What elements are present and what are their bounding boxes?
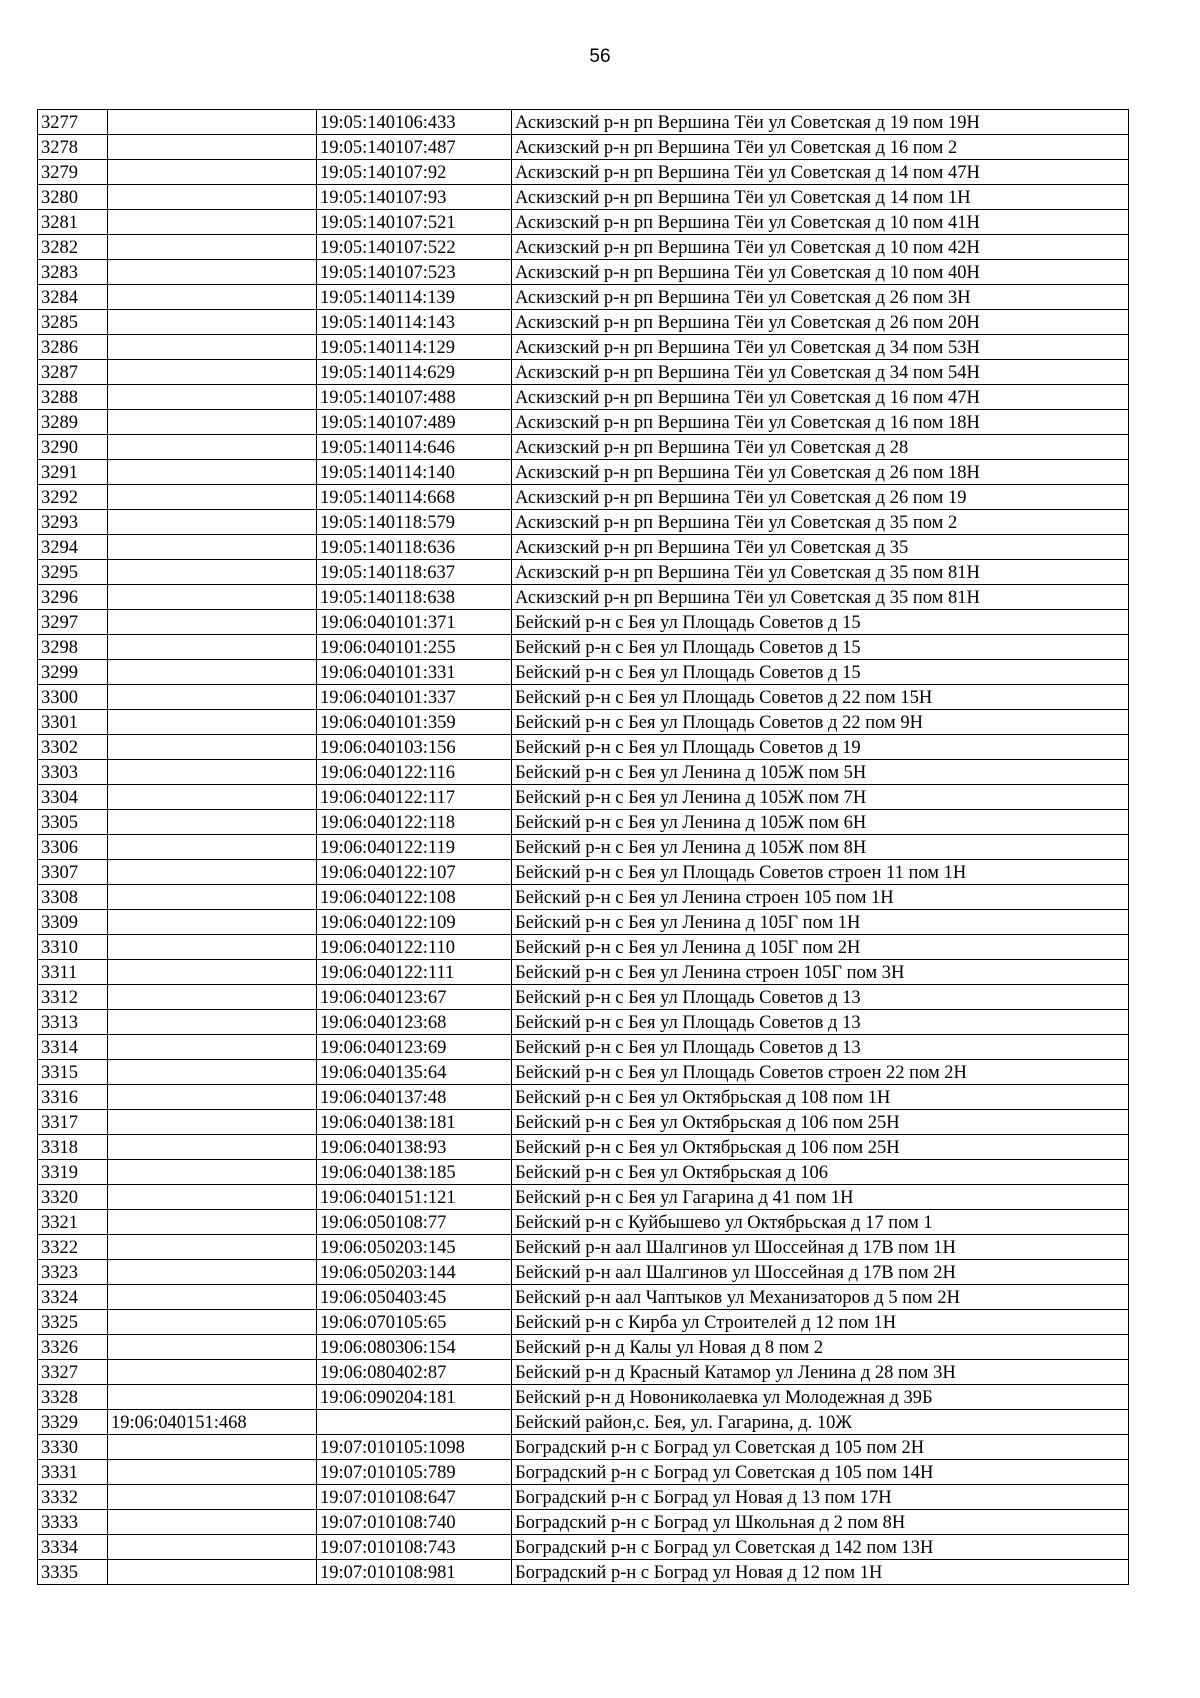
table-row <box>38 1085 1129 1110</box>
table-row <box>38 210 1129 235</box>
address-cell: Бейский р-н с Бея ул Гагарина д 41 пом 1Н <box>512 1185 1129 1210</box>
cadastral-number-cell <box>108 1185 317 1210</box>
cadastral-number-cell <box>108 535 317 560</box>
cadastral-number-cell <box>108 1435 317 1460</box>
cadastral-number-cell <box>108 685 317 710</box>
cadastral-number-alt-cell: 19:06:050203:145 <box>317 1235 512 1260</box>
cadastral-number-alt-cell: 19:05:140114:129 <box>317 335 512 360</box>
cadastral-number-cell <box>108 1510 317 1535</box>
table-row <box>38 885 1129 910</box>
cadastral-number-alt-cell: 19:06:040101:337 <box>317 685 512 710</box>
cadastral-number-cell <box>108 1560 317 1585</box>
cadastral-number-cell <box>108 1360 317 1385</box>
table-row <box>38 835 1129 860</box>
row-number-cell: 3277 <box>38 110 108 135</box>
cadastral-number-alt-cell: 19:06:040122:116 <box>317 760 512 785</box>
cadastral-number-cell <box>108 1385 317 1410</box>
table-row <box>38 1010 1129 1035</box>
cadastral-number-alt-cell: 19:05:140107:93 <box>317 185 512 210</box>
cadastral-number-cell <box>108 1260 317 1285</box>
row-number-cell: 3321 <box>38 1210 108 1235</box>
row-number-cell: 3317 <box>38 1110 108 1135</box>
cadastral-number-alt-cell: 19:06:050203:144 <box>317 1260 512 1285</box>
row-number-cell: 3299 <box>38 660 108 685</box>
table-row <box>38 560 1129 585</box>
cadastral-number-cell <box>108 335 317 360</box>
address-cell: Аскизский р-н рп Вершина Тёи ул Советская д 28 <box>512 435 1129 460</box>
table-row <box>38 1535 1129 1560</box>
address-cell: Боградский р-н с Боград ул Советская д 105 пом 2Н <box>512 1435 1129 1460</box>
cadastral-number-alt-cell: 19:05:140107:488 <box>317 385 512 410</box>
cadastral-number-alt-cell: 19:06:040123:68 <box>317 1010 512 1035</box>
cadastral-number-cell <box>108 935 317 960</box>
table-row <box>38 760 1129 785</box>
cadastral-number-cell <box>108 235 317 260</box>
address-cell: Аскизский р-н рп Вершина Тёи ул Советская д 35 <box>512 535 1129 560</box>
cadastral-number-cell <box>108 785 317 810</box>
cadastral-number-cell <box>108 410 317 435</box>
address-cell: Аскизский р-н рп Вершина Тёи ул Советская д 35 пом 2 <box>512 510 1129 535</box>
address-cell: Бейский р-н с Бея ул Октябрьская д 106 пом 25Н <box>512 1135 1129 1160</box>
address-cell: Аскизский р-н рп Вершина Тёи ул Советская д 14 пом 1Н <box>512 185 1129 210</box>
row-number-cell: 3297 <box>38 610 108 635</box>
row-number-cell: 3328 <box>38 1385 108 1410</box>
address-cell: Аскизский р-н рп Вершина Тёи ул Советская д 34 пом 54Н <box>512 360 1129 385</box>
table-row <box>38 610 1129 635</box>
cadastral-number-cell <box>108 760 317 785</box>
row-number-cell: 3293 <box>38 510 108 535</box>
address-cell: Боградский р-н с Боград ул Советская д 142 пом 13Н <box>512 1535 1129 1560</box>
table-row <box>38 360 1129 385</box>
table-row <box>38 785 1129 810</box>
cadastral-number-alt-cell: 19:06:040122:108 <box>317 885 512 910</box>
cadastral-number-alt-cell: 19:06:040138:93 <box>317 1135 512 1160</box>
table-row <box>38 660 1129 685</box>
cadastral-number-cell <box>108 985 317 1010</box>
row-number-cell: 3289 <box>38 410 108 435</box>
cadastral-number-cell <box>108 285 317 310</box>
row-number-cell: 3294 <box>38 535 108 560</box>
table-row <box>38 460 1129 485</box>
cadastral-number-cell <box>108 585 317 610</box>
row-number-cell: 3305 <box>38 810 108 835</box>
address-cell: Бейский р-н с Бея ул Площадь Советов д 22 пом 15Н <box>512 685 1129 710</box>
row-number-cell: 3318 <box>38 1135 108 1160</box>
table-row <box>38 1135 1129 1160</box>
cadastral-number-alt-cell: 19:05:140107:523 <box>317 260 512 285</box>
cadastral-number-alt-cell: 19:07:010108:981 <box>317 1560 512 1585</box>
address-cell: Бейский р-н с Куйбышево ул Октябрьская д 17 пом 1 <box>512 1210 1129 1235</box>
address-cell: Бейский р-н с Бея ул Площадь Советов д 15 <box>512 635 1129 660</box>
row-number-cell: 3332 <box>38 1485 108 1510</box>
cadastral-number-alt-cell: 19:06:080402:87 <box>317 1360 512 1385</box>
row-number-cell: 3307 <box>38 860 108 885</box>
table-row <box>38 285 1129 310</box>
row-number-cell: 3320 <box>38 1185 108 1210</box>
cadastral-number-alt-cell: 19:05:140114:629 <box>317 360 512 385</box>
table-row <box>38 1185 1129 1210</box>
table-row <box>38 1035 1129 1060</box>
row-number-cell: 3302 <box>38 735 108 760</box>
table-row <box>38 1060 1129 1085</box>
row-number-cell: 3324 <box>38 1285 108 1310</box>
property-registry-table <box>37 109 1129 1585</box>
table-row <box>38 435 1129 460</box>
cadastral-number-alt-cell: 19:06:040122:110 <box>317 935 512 960</box>
address-cell: Бейский р-н с Бея ул Площадь Советов д 13 <box>512 1010 1129 1035</box>
cadastral-number-alt-cell <box>317 1410 512 1435</box>
cadastral-number-cell <box>108 960 317 985</box>
page-number: 56 <box>589 46 611 67</box>
address-cell: Бейский р-н с Бея ул Площадь Советов д 19 <box>512 735 1129 760</box>
row-number-cell: 3296 <box>38 585 108 610</box>
address-cell: Бейский р-н с Бея ул Ленина д 105Г пом 1Н <box>512 910 1129 935</box>
cadastral-number-cell <box>108 610 317 635</box>
cadastral-number-alt-cell: 19:06:040135:64 <box>317 1060 512 1085</box>
row-number-cell: 3287 <box>38 360 108 385</box>
row-number-cell: 3315 <box>38 1060 108 1085</box>
table-row <box>38 1235 1129 1260</box>
address-cell: Аскизский р-н рп Вершина Тёи ул Советская д 10 пом 41Н <box>512 210 1129 235</box>
row-number-cell: 3303 <box>38 760 108 785</box>
table-row <box>38 1360 1129 1385</box>
cadastral-number-cell <box>108 160 317 185</box>
table-row <box>38 135 1129 160</box>
address-cell: Бейский р-н аал Шалгинов ул Шоссейная д 17В пом 2Н <box>512 1260 1129 1285</box>
cadastral-number-alt-cell: 19:07:010105:1098 <box>317 1435 512 1460</box>
cadastral-number-alt-cell: 19:05:140114:139 <box>317 285 512 310</box>
cadastral-number-cell <box>108 860 317 885</box>
row-number-cell: 3314 <box>38 1035 108 1060</box>
address-cell: Бейский район,с. Бея, ул. Гагарина, д. 10Ж <box>512 1410 1129 1435</box>
row-number-cell: 3331 <box>38 1460 108 1485</box>
row-number-cell: 3316 <box>38 1085 108 1110</box>
cadastral-number-alt-cell: 19:05:140114:646 <box>317 435 512 460</box>
cadastral-number-alt-cell: 19:06:050403:45 <box>317 1285 512 1310</box>
cadastral-number-cell <box>108 385 317 410</box>
table-row <box>38 1560 1129 1585</box>
table-row <box>38 635 1129 660</box>
address-cell: Бейский р-н с Бея ул Ленина д 105Ж пом 6Н <box>512 810 1129 835</box>
cadastral-number-alt-cell: 19:05:140118:579 <box>317 510 512 535</box>
row-number-cell: 3312 <box>38 985 108 1010</box>
row-number-cell: 3333 <box>38 1510 108 1535</box>
table-row <box>38 985 1129 1010</box>
table-row <box>38 535 1129 560</box>
address-cell: Бейский р-н аал Шалгинов ул Шоссейная д 17В пом 1Н <box>512 1235 1129 1260</box>
address-cell: Бейский р-н с Бея ул Октябрьская д 106 <box>512 1160 1129 1185</box>
cadastral-number-cell <box>108 1010 317 1035</box>
row-number-cell: 3325 <box>38 1310 108 1335</box>
cadastral-number-alt-cell: 19:05:140107:489 <box>317 410 512 435</box>
table-row <box>38 585 1129 610</box>
cadastral-number-cell <box>108 1035 317 1060</box>
table-row <box>38 685 1129 710</box>
table-row <box>38 1410 1129 1435</box>
table-row <box>38 1385 1129 1410</box>
row-number-cell: 3283 <box>38 260 108 285</box>
table-row <box>38 260 1129 285</box>
cadastral-number-cell <box>108 635 317 660</box>
cadastral-number-alt-cell: 19:05:140107:521 <box>317 210 512 235</box>
address-cell: Бейский р-н с Бея ул Площадь Советов д 13 <box>512 985 1129 1010</box>
cadastral-number-alt-cell: 19:05:140114:668 <box>317 485 512 510</box>
cadastral-number-alt-cell: 19:07:010108:743 <box>317 1535 512 1560</box>
address-cell: Аскизский р-н рп Вершина Тёи ул Советская д 10 пом 42Н <box>512 235 1129 260</box>
address-cell: Бейский р-н с Бея ул Октябрьская д 106 пом 25Н <box>512 1110 1129 1135</box>
cadastral-number-cell <box>108 1535 317 1560</box>
row-number-cell: 3300 <box>38 685 108 710</box>
row-number-cell: 3313 <box>38 1010 108 1035</box>
cadastral-number-cell <box>108 1310 317 1335</box>
cadastral-number-cell <box>108 1335 317 1360</box>
address-cell: Бейский р-н с Бея ул Площадь Советов д 15 <box>512 660 1129 685</box>
address-cell: Бейский р-н д Новониколаевка ул Молодежная д 39Б <box>512 1385 1129 1410</box>
cadastral-number-alt-cell: 19:07:010108:740 <box>317 1510 512 1535</box>
address-cell: Аскизский р-н рп Вершина Тёи ул Советская д 26 пом 19 <box>512 485 1129 510</box>
table-row <box>38 1510 1129 1535</box>
row-number-cell: 3329 <box>38 1410 108 1435</box>
address-cell: Аскизский р-н рп Вершина Тёи ул Советская д 35 пом 81Н <box>512 585 1129 610</box>
cadastral-number-alt-cell: 19:06:050108:77 <box>317 1210 512 1235</box>
table-row <box>38 385 1129 410</box>
address-cell: Бейский р-н д Красный Катамор ул Ленина д 28 пом 3Н <box>512 1360 1129 1385</box>
table-row <box>38 160 1129 185</box>
row-number-cell: 3280 <box>38 185 108 210</box>
table-row <box>38 935 1129 960</box>
row-number-cell: 3279 <box>38 160 108 185</box>
address-cell: Бейский р-н с Бея ул Октябрьская д 108 пом 1Н <box>512 1085 1129 1110</box>
row-number-cell: 3278 <box>38 135 108 160</box>
cadastral-number-alt-cell: 19:07:010108:647 <box>317 1485 512 1510</box>
table-row <box>38 235 1129 260</box>
row-number-cell: 3285 <box>38 310 108 335</box>
table-row <box>38 1435 1129 1460</box>
address-cell: Аскизский р-н рп Вершина Тёи ул Советская д 14 пом 47Н <box>512 160 1129 185</box>
table-row <box>38 1210 1129 1235</box>
cadastral-number-alt-cell: 19:06:040101:371 <box>317 610 512 635</box>
cadastral-number-alt-cell: 19:05:140118:636 <box>317 535 512 560</box>
address-cell: Бейский р-н с Бея ул Площадь Советов д 22 пом 9Н <box>512 710 1129 735</box>
table-row <box>38 810 1129 835</box>
row-number-cell: 3323 <box>38 1260 108 1285</box>
row-number-cell: 3308 <box>38 885 108 910</box>
cadastral-number-alt-cell: 19:06:040122:118 <box>317 810 512 835</box>
address-cell: Аскизский р-н рп Вершина Тёи ул Советская д 26 пом 18Н <box>512 460 1129 485</box>
cadastral-number-cell <box>108 460 317 485</box>
row-number-cell: 3326 <box>38 1335 108 1360</box>
cadastral-number-alt-cell: 19:06:040103:156 <box>317 735 512 760</box>
table-row <box>38 185 1129 210</box>
cadastral-number-alt-cell: 19:05:140114:143 <box>317 310 512 335</box>
cadastral-number-alt-cell: 19:06:040138:181 <box>317 1110 512 1135</box>
cadastral-number-alt-cell: 19:06:090204:181 <box>317 1385 512 1410</box>
table-row <box>38 1160 1129 1185</box>
table-row <box>38 960 1129 985</box>
table-row <box>38 860 1129 885</box>
cadastral-number-cell <box>108 360 317 385</box>
address-cell: Боградский р-н с Боград ул Новая д 12 пом 1Н <box>512 1560 1129 1585</box>
table-row <box>38 110 1129 135</box>
cadastral-number-cell: 19:06:040151:468 <box>108 1410 317 1435</box>
address-cell: Бейский р-н с Бея ул Ленина д 105Ж пом 7Н <box>512 785 1129 810</box>
row-number-cell: 3335 <box>38 1560 108 1585</box>
table-row <box>38 1260 1129 1285</box>
table-row <box>38 1110 1129 1135</box>
address-cell: Боградский р-н с Боград ул Советская д 105 пом 14Н <box>512 1460 1129 1485</box>
cadastral-number-cell <box>108 1485 317 1510</box>
cadastral-number-alt-cell: 19:06:040151:121 <box>317 1185 512 1210</box>
row-number-cell: 3290 <box>38 435 108 460</box>
cadastral-number-alt-cell: 19:06:080306:154 <box>317 1335 512 1360</box>
cadastral-number-cell <box>108 835 317 860</box>
address-cell: Аскизский р-н рп Вершина Тёи ул Советская д 34 пом 53Н <box>512 335 1129 360</box>
row-number-cell: 3291 <box>38 460 108 485</box>
table-row <box>38 510 1129 535</box>
row-number-cell: 3301 <box>38 710 108 735</box>
address-cell: Бейский р-н аал Чаптыков ул Механизаторов д 5 пом 2Н <box>512 1285 1129 1310</box>
row-number-cell: 3286 <box>38 335 108 360</box>
cadastral-number-cell <box>108 260 317 285</box>
address-cell: Бейский р-н с Бея ул Ленина д 105Г пом 2Н <box>512 935 1129 960</box>
row-number-cell: 3284 <box>38 285 108 310</box>
cadastral-number-cell <box>108 135 317 160</box>
cadastral-number-cell <box>108 1235 317 1260</box>
address-cell: Аскизский р-н рп Вершина Тёи ул Советская д 35 пом 81Н <box>512 560 1129 585</box>
cadastral-number-cell <box>108 885 317 910</box>
address-cell: Бейский р-н с Бея ул Ленина д 105Ж пом 8Н <box>512 835 1129 860</box>
table-row <box>38 485 1129 510</box>
address-cell: Аскизский р-н рп Вершина Тёи ул Советская д 19 пом 19Н <box>512 110 1129 135</box>
cadastral-number-cell <box>108 185 317 210</box>
table-row <box>38 1335 1129 1360</box>
row-number-cell: 3310 <box>38 935 108 960</box>
cadastral-number-alt-cell: 19:05:140107:487 <box>317 135 512 160</box>
cadastral-number-alt-cell: 19:06:040101:331 <box>317 660 512 685</box>
address-cell: Аскизский р-н рп Вершина Тёи ул Советская д 16 пом 2 <box>512 135 1129 160</box>
row-number-cell: 3322 <box>38 1235 108 1260</box>
row-number-cell: 3330 <box>38 1435 108 1460</box>
address-cell: Бейский р-н с Бея ул Площадь Советов строен 22 пом 2Н <box>512 1060 1129 1085</box>
registry-table-body <box>38 110 1129 1585</box>
cadastral-number-cell <box>108 210 317 235</box>
cadastral-number-alt-cell: 19:06:070105:65 <box>317 1310 512 1335</box>
cadastral-number-cell <box>108 1160 317 1185</box>
address-cell: Бейский р-н с Бея ул Площадь Советов д 15 <box>512 610 1129 635</box>
row-number-cell: 3288 <box>38 385 108 410</box>
table-row <box>38 1310 1129 1335</box>
address-cell: Бейский р-н с Бея ул Площадь Советов д 13 <box>512 1035 1129 1060</box>
cadastral-number-alt-cell: 19:06:040122:117 <box>317 785 512 810</box>
address-cell: Бейский р-н с Бея ул Ленина д 105Ж пом 5Н <box>512 760 1129 785</box>
table-row <box>38 335 1129 360</box>
row-number-cell: 3295 <box>38 560 108 585</box>
cadastral-number-alt-cell: 19:06:040137:48 <box>317 1085 512 1110</box>
row-number-cell: 3281 <box>38 210 108 235</box>
cadastral-number-alt-cell: 19:06:040122:109 <box>317 910 512 935</box>
cadastral-number-cell <box>108 910 317 935</box>
cadastral-number-cell <box>108 310 317 335</box>
cadastral-number-cell <box>108 560 317 585</box>
table-row <box>38 1285 1129 1310</box>
cadastral-number-cell <box>108 810 317 835</box>
cadastral-number-alt-cell: 19:05:140118:638 <box>317 585 512 610</box>
address-cell: Аскизский р-н рп Вершина Тёи ул Советская д 26 пом 20Н <box>512 310 1129 335</box>
cadastral-number-cell <box>108 1135 317 1160</box>
table-row <box>38 910 1129 935</box>
row-number-cell: 3304 <box>38 785 108 810</box>
row-number-cell: 3306 <box>38 835 108 860</box>
cadastral-number-cell <box>108 1285 317 1310</box>
address-cell: Бейский р-н с Бея ул Площадь Советов строен 11 пом 1Н <box>512 860 1129 885</box>
address-cell: Бейский р-н с Бея ул Ленина строен 105Г пом 3Н <box>512 960 1129 985</box>
row-number-cell: 3298 <box>38 635 108 660</box>
table-row <box>38 1460 1129 1485</box>
cadastral-number-cell <box>108 110 317 135</box>
cadastral-number-alt-cell: 19:05:140106:433 <box>317 110 512 135</box>
cadastral-number-alt-cell: 19:06:040101:255 <box>317 635 512 660</box>
row-number-cell: 3311 <box>38 960 108 985</box>
cadastral-number-alt-cell: 19:06:040138:185 <box>317 1160 512 1185</box>
table-row <box>38 710 1129 735</box>
cadastral-number-cell <box>108 1210 317 1235</box>
row-number-cell: 3292 <box>38 485 108 510</box>
table-row <box>38 1485 1129 1510</box>
row-number-cell: 3309 <box>38 910 108 935</box>
cadastral-number-alt-cell: 19:05:140118:637 <box>317 560 512 585</box>
cadastral-number-cell <box>108 510 317 535</box>
table-row <box>38 735 1129 760</box>
address-cell: Боградский р-н с Боград ул Новая д 13 пом 17Н <box>512 1485 1129 1510</box>
address-cell: Аскизский р-н рп Вершина Тёи ул Советская д 16 пом 18Н <box>512 410 1129 435</box>
cadastral-number-alt-cell: 19:06:040123:67 <box>317 985 512 1010</box>
cadastral-number-alt-cell: 19:07:010105:789 <box>317 1460 512 1485</box>
cadastral-number-alt-cell: 19:05:140114:140 <box>317 460 512 485</box>
cadastral-number-alt-cell: 19:06:040122:111 <box>317 960 512 985</box>
address-cell: Бейский р-н д Калы ул Новая д 8 пом 2 <box>512 1335 1129 1360</box>
address-cell: Боградский р-н с Боград ул Школьная д 2 пом 8Н <box>512 1510 1129 1535</box>
address-cell: Аскизский р-н рп Вершина Тёи ул Советская д 10 пом 40Н <box>512 260 1129 285</box>
cadastral-number-alt-cell: 19:06:040101:359 <box>317 710 512 735</box>
cadastral-number-cell <box>108 485 317 510</box>
cadastral-number-cell <box>108 1460 317 1485</box>
cadastral-number-cell <box>108 710 317 735</box>
row-number-cell: 3319 <box>38 1160 108 1185</box>
cadastral-number-cell <box>108 660 317 685</box>
row-number-cell: 3334 <box>38 1535 108 1560</box>
cadastral-number-alt-cell: 19:06:040123:69 <box>317 1035 512 1060</box>
row-number-cell: 3327 <box>38 1360 108 1385</box>
address-cell: Аскизский р-н рп Вершина Тёи ул Советская д 26 пом 3Н <box>512 285 1129 310</box>
cadastral-number-cell <box>108 735 317 760</box>
table-row <box>38 410 1129 435</box>
cadastral-number-alt-cell: 19:05:140107:522 <box>317 235 512 260</box>
cadastral-number-cell <box>108 1060 317 1085</box>
address-cell: Бейский р-н с Кирба ул Строителей д 12 пом 1Н <box>512 1310 1129 1335</box>
cadastral-number-cell <box>108 435 317 460</box>
row-number-cell: 3282 <box>38 235 108 260</box>
cadastral-number-cell <box>108 1110 317 1135</box>
cadastral-number-alt-cell: 19:06:040122:107 <box>317 860 512 885</box>
cadastral-number-alt-cell: 19:06:040122:119 <box>317 835 512 860</box>
cadastral-number-alt-cell: 19:05:140107:92 <box>317 160 512 185</box>
table-row <box>38 310 1129 335</box>
address-cell: Аскизский р-н рп Вершина Тёи ул Советская д 16 пом 47Н <box>512 385 1129 410</box>
cadastral-number-cell <box>108 1085 317 1110</box>
address-cell: Бейский р-н с Бея ул Ленина строен 105 пом 1Н <box>512 885 1129 910</box>
